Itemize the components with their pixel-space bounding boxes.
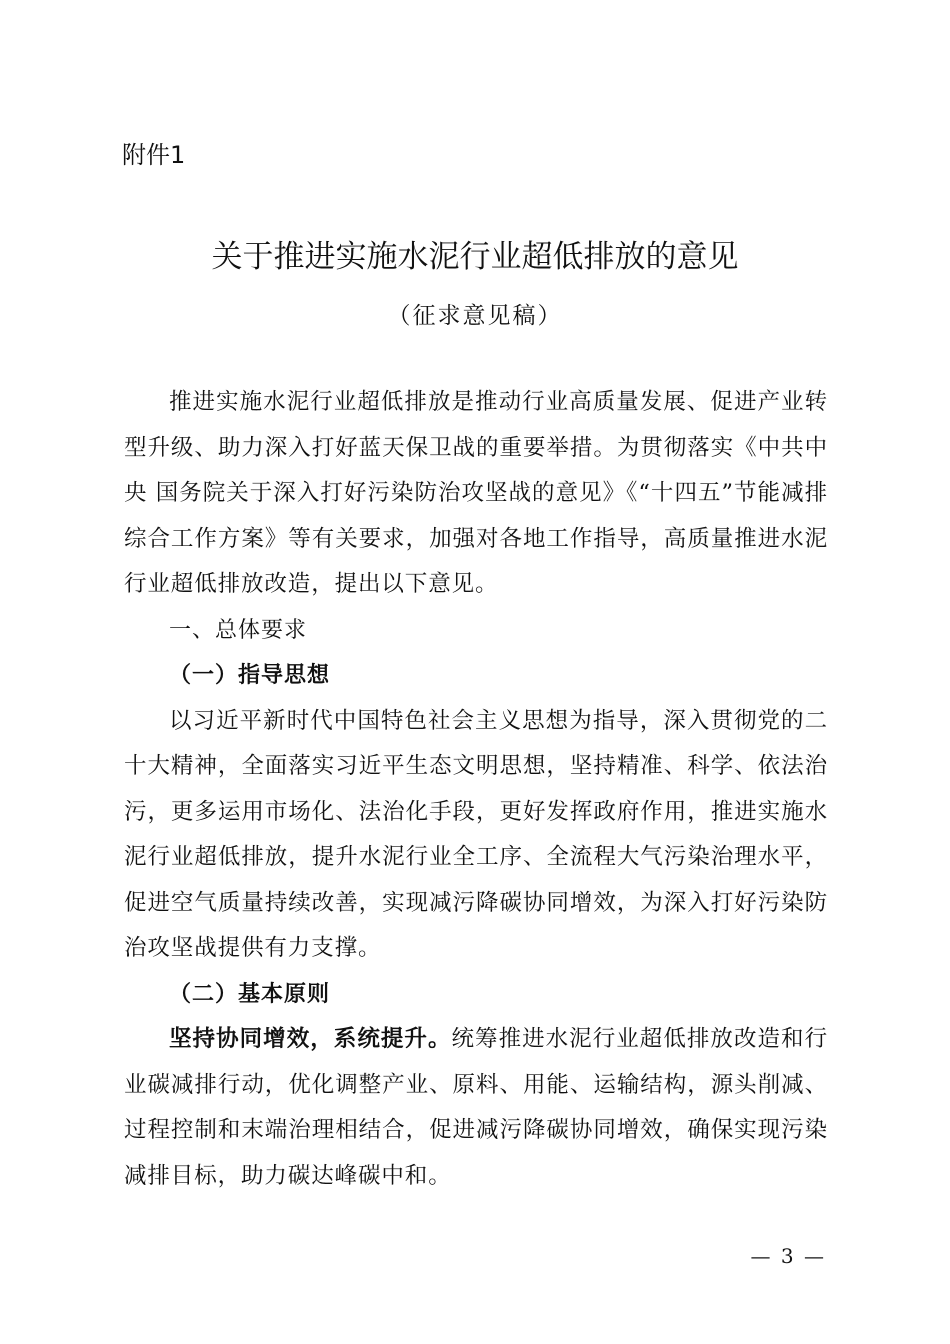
page-number: — 3 — [750,1244,826,1268]
document-subtitle: （征求意见稿） [387,303,563,329]
subsection-heading-guiding-ideology: （一）指导思想 [169,662,331,688]
document-title: 关于推进实施水泥行业超低排放的意见 [211,239,739,275]
attachment-label: 附件1 [122,141,186,169]
guiding-ideology-paragraph: 以习近平新时代中国特色社会主义思想为指导，深入贯彻党的二十大精神，全面落实习近平生态文明思想，坚持精准、科学、依法治污，更多运用市场化、法治化手段，更好发挥政府作用，推进实施水泥行业超低排放，提升水泥行业全工序、全流程大气污染治理水平，促进空气质量持续改善，实现减污降碳协同增效，为深入打好污染防治攻坚战提供有力支撑。 [124,707,828,961]
principle-text: 统筹推进水泥行业超低排放改造和行业碳减排行动，优化调整产业、原料、用能、运输结构，源头削减、过程控制和末端治理相结合，促进减污降碳协同增效，确保实现污染减排目标，助力碳达峰碳中和。 [124,1026,828,1189]
principle-paragraph [124,1017,828,1199]
section-heading-general-requirements: 一、总体要求 [169,617,308,643]
document-body [124,380,828,1199]
intro-paragraph: 推进实施水泥行业超低排放是推动行业高质量发展、促进产业转型升级、助力深入打好蓝天保卫战的重要举措。为贯彻落实《中共中央 国务院关于深入打好污染防治攻坚战的意见》《“十四五”节能减排综合工作方案》等有关要求，加强对各地工作指导，高质量推进水泥行业超低排放改造，提出以下意见。 [124,389,828,597]
subsection-heading-basic-principles: （二）基本原则 [169,980,331,1007]
principle-lead: 坚持协同增效，系统提升。 [169,1026,452,1052]
